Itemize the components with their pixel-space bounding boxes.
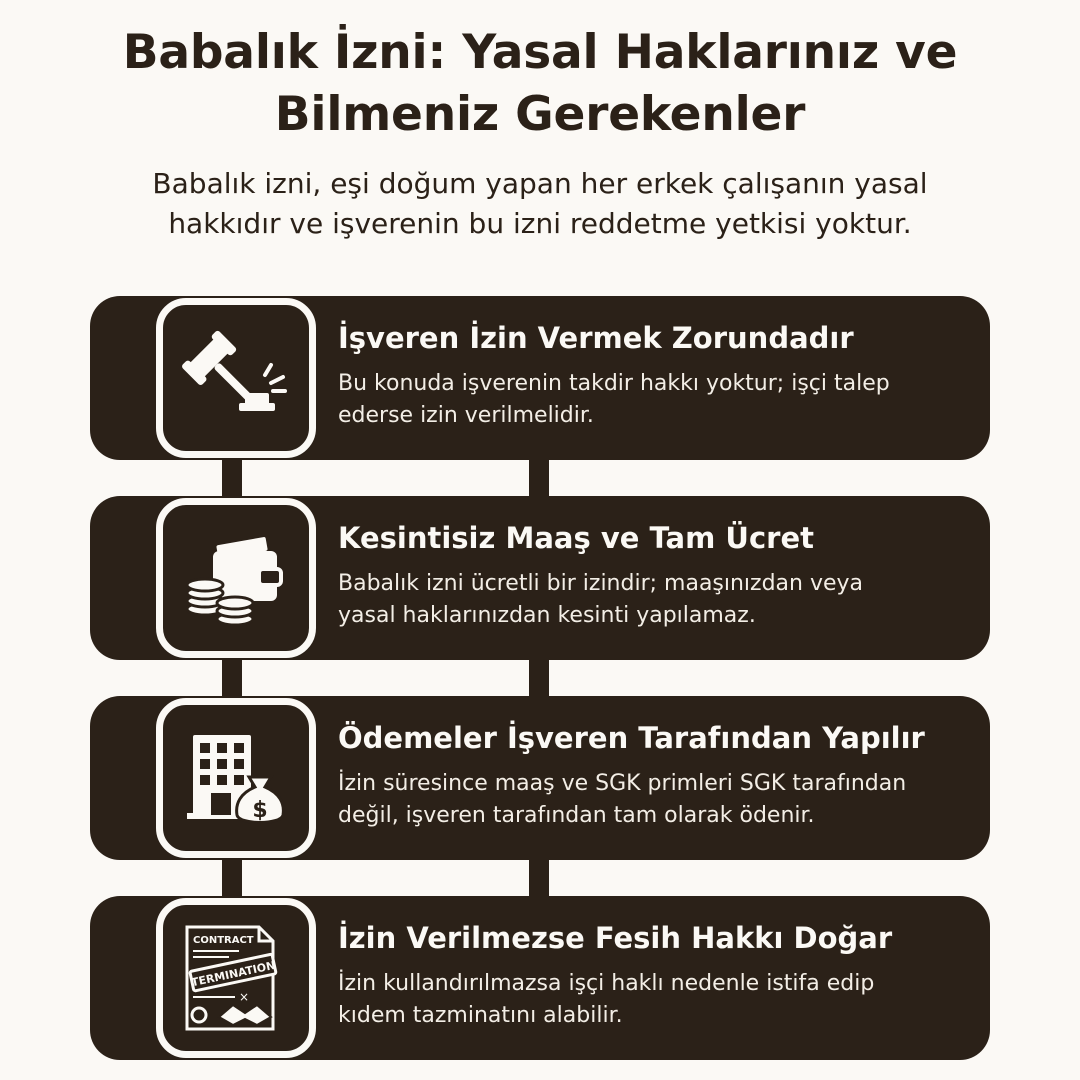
contract-termination-icon <box>156 898 316 1058</box>
info-card-payments-by-employer <box>90 696 990 860</box>
connector-right-2 <box>529 658 549 698</box>
card-title: Kesintisiz Maaş ve Tam Ücret <box>338 521 814 555</box>
card-description <box>338 368 968 432</box>
page-subtitle <box>90 164 990 244</box>
card-description <box>338 968 968 1032</box>
card-description-line-2: yasal haklarınızdan kesinti yapılamaz. <box>338 603 756 628</box>
card-description-line-1: Babalık izni ücretli bir izindir; maaşınızdan veya <box>338 571 864 596</box>
info-card-employer-must-grant <box>90 296 990 460</box>
card-description-line-2: değil, işveren tarafından tam olarak ödenir. <box>338 803 815 828</box>
page-title-line-2: Bilmeniz Gerekenler <box>274 87 806 142</box>
card-description-line-2: kıdem tazminatını alabilir. <box>338 1003 623 1028</box>
contract-icon-text: CONTRACT <box>193 935 254 946</box>
card-title: İşveren İzin Vermek Zorundadır <box>338 321 854 355</box>
card-description-line-2: ederse izin verilmelidir. <box>338 403 594 428</box>
card-description-line-1: İzin kullandırılmazsa işçi haklı nedenle istifa edip <box>338 971 875 996</box>
subtitle-line-2: hakkıdır ve işverenin bu izni reddetme yetkisi yoktur. <box>168 207 912 240</box>
card-title: Ödemeler İşveren Tarafından Yapılır <box>338 721 925 755</box>
card-description <box>338 768 968 832</box>
card-title: İzin Verilmezse Fesih Hakkı Doğar <box>338 921 893 955</box>
connector-left-2 <box>222 658 242 698</box>
card-description-line-1: İzin süresince maaş ve SGK primleri SGK tarafından <box>338 771 907 796</box>
card-description-line-1: Bu konuda işverenin takdir hakkı yoktur; işçi talep <box>338 371 890 396</box>
termination-stamp-text: TERMINATION <box>190 958 277 990</box>
connector-left-1 <box>222 458 242 498</box>
wallet-coins-icon <box>156 498 316 658</box>
info-card-termination-right <box>90 896 990 1060</box>
card-description <box>338 568 968 632</box>
page-title <box>0 22 1080 146</box>
connector-right-1 <box>529 458 549 498</box>
svg-text:$: $ <box>252 798 268 823</box>
gavel-icon <box>156 298 316 458</box>
subtitle-line-1: Babalık izni, eşi doğum yapan her erkek çalışanın yasal <box>152 167 928 200</box>
info-card-uncut-salary <box>90 496 990 660</box>
connector-right-3 <box>529 858 549 898</box>
building-money-bag-icon <box>156 698 316 858</box>
page-title-line-1: Babalık İzni: Yasal Haklarınız ve <box>122 25 958 80</box>
svg-text:×: × <box>239 990 250 1004</box>
connector-left-3 <box>222 858 242 898</box>
